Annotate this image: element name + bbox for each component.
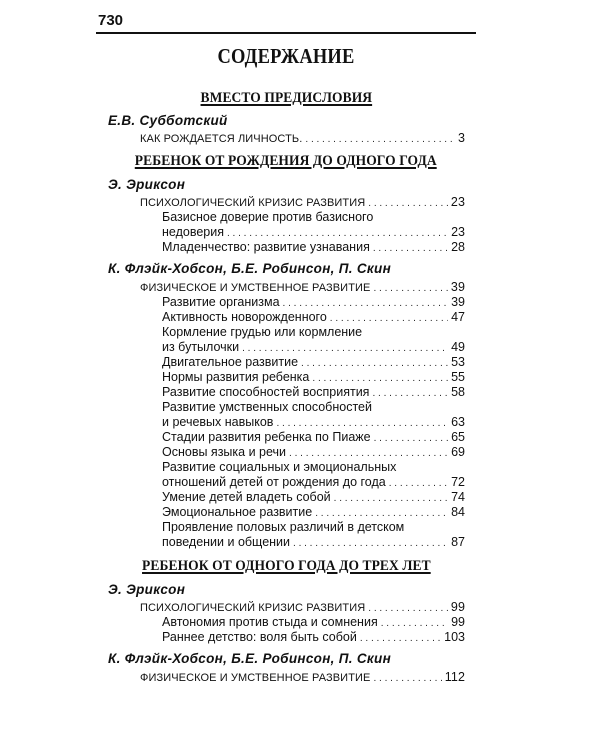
toc-entry: ФИЗИЧЕСКОЕ И УМСТВЕННОЕ РАЗВИТИЕ . . . 39 <box>140 280 465 296</box>
toc-entry-line: Базисное доверие против базисного <box>162 210 374 224</box>
toc-entry: КАК РОЖДАЕТСЯ ЛИЧНОСТЬ. . . . 3 <box>140 131 465 147</box>
toc-entry: и речевых навыков . . . 63 <box>162 415 465 431</box>
toc-entry: Двигательное развитие . . . 53 <box>162 355 465 371</box>
toc-entry: ПСИХОЛОГИЧЕСКИЙ КРИЗИС РАЗВИТИЯ . . . 99 <box>140 600 465 616</box>
toc-entry-line: Кормление грудью или кормление <box>162 325 363 339</box>
toc-entry: Умение детей владеть собой . . . 74 <box>162 490 465 506</box>
section-heading: РЕБЕНОК ОТ ОДНОГО ГОДА ДО ТРЕХ ЛЕТ <box>141 558 431 574</box>
toc-entry: ПСИХОЛОГИЧЕСКИЙ КРИЗИС РАЗВИТИЯ . . . 23 <box>140 195 465 211</box>
author-name: К. Флэйк-Хобсон, Б.Е. Робинсон, П. Скин <box>108 651 392 666</box>
toc-entry: Эмоциональное развитие . . . 84 <box>162 505 465 521</box>
toc-entry-line: Развитие умственных способностей <box>162 400 372 414</box>
author-name: Э. Эриксон <box>108 177 186 192</box>
toc-entry: Младенчество: развитие узнавания . . . 28 <box>162 240 465 256</box>
toc-entry: Активность новорожденного . . . 47 <box>162 310 465 326</box>
author-name: Е.В. Субботский <box>108 113 228 128</box>
toc-entry: отношений детей от рождения до года . . . 72 <box>162 475 465 491</box>
toc-entry: Раннее детство: воля быть собой . . . 103 <box>162 630 465 646</box>
author-name: К. Флэйк-Хобсон, Б.Е. Робинсон, П. Скин <box>108 261 392 276</box>
author-name: Э. Эриксон <box>108 582 186 597</box>
section-heading: ВМЕСТО ПРЕДИСЛОВИЯ <box>200 90 372 106</box>
toc-entry: Развитие организма . . . 39 <box>162 295 465 311</box>
toc-entry-line: Проявление половых различий в детском <box>162 520 405 534</box>
toc-entry: недоверия . . . 23 <box>162 225 465 241</box>
toc-entry: ФИЗИЧЕСКОЕ И УМСТВЕННОЕ РАЗВИТИЕ . . . 112 <box>140 670 465 686</box>
toc-entry: Основы языка и речи . . . 69 <box>162 445 465 461</box>
header-rule <box>96 32 476 34</box>
toc-entry: Нормы развития ребенка . . . 55 <box>162 370 465 386</box>
toc-entry: Стадии развития ребенка по Пиаже . . . 65 <box>162 430 465 446</box>
toc-entry-line: Развитие социальных и эмоциональных <box>162 460 397 474</box>
section-heading: РЕБЕНОК ОТ РОЖДЕНИЯ ДО ОДНОГО ГОДА <box>135 153 437 169</box>
toc-entry: поведении и общении . . . 87 <box>162 535 465 551</box>
page-number: 730 <box>98 12 124 29</box>
toc-entry: из бутылочки . . . 49 <box>162 340 465 356</box>
toc-entry: Развитие способностей восприятия . . . 58 <box>162 385 465 401</box>
page-title: СОДЕРЖАНИЕ <box>217 44 355 68</box>
toc-entry: Автономия против стыда и сомнения . . . 99 <box>162 615 465 631</box>
